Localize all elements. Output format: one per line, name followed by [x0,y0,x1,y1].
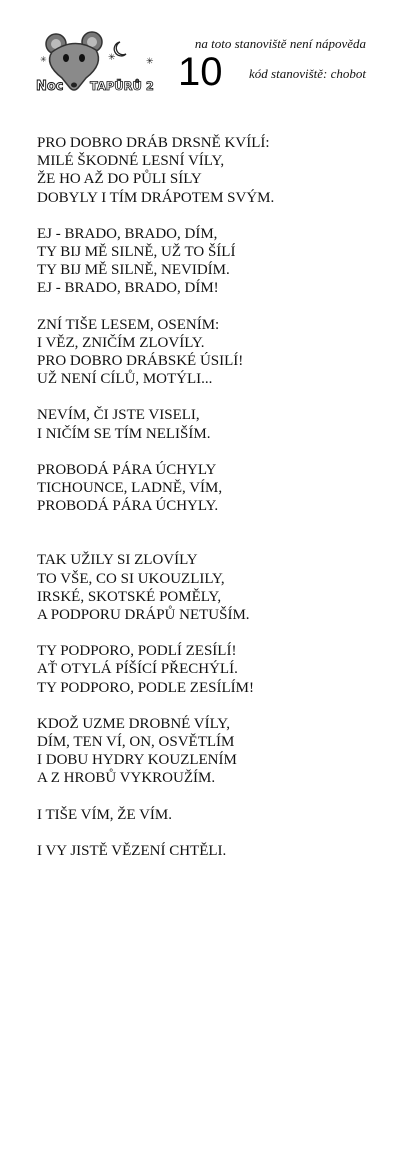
poem-line: PRO DOBRO DRÁBSKÉ ÚSILÍ! [37,353,244,370]
poem-line: KDOŽ UZME DROBNÉ VÍLY, [37,715,230,732]
poem-line: NEVÍM, ČI JSTE VISELI, [37,407,200,424]
poem-stanza [37,316,377,389]
poem-stanza [37,715,377,788]
poem-line: EJ - BRADO, BRADO, DÍM! [37,280,219,297]
poem-line: PROBODÁ PÁRA ÚCHYLY. [37,498,219,515]
svg-text:✳: ✳ [40,55,47,64]
rat-mascot-icon [34,30,164,98]
station-code: kód stanoviště: chobot [249,66,366,81]
svg-text:✳: ✳ [108,52,116,62]
poem-stanza [37,134,377,207]
poem-line: TY PODPORO, PODLÍ ZESÍLÍ! [37,643,237,660]
svg-text:TAPÜRŮ 2: TAPÜRŮ 2 [90,79,154,93]
poem-line: ŽE HO AŽ DO PŮLI SÍLY [37,171,202,188]
poem-stanza [37,225,377,298]
poem-line: TO VŠE, CO SI UKOUZLILY, [37,570,225,587]
poem-line: TY BIJ MĚ SILNĚ, UŽ TO ŠÍLÍ [37,244,236,261]
poem-line: I VĚZ, ZNIČÍM ZLOVÍLY. [37,334,205,351]
poem-stanza [37,842,377,860]
poem-line: TICHOUNCE, LADNĚ, VÍM, [37,480,223,497]
poem-line: I NIČÍM SE TÍM NELIŠÍM. [37,425,211,442]
poem-line: I DOBU HYDRY KOUZLENÍM [37,752,237,769]
poem-line: ZNÍ TIŠE LESEM, OSENÍM: [37,316,220,333]
poem-line: AŤ OTYLÁ PÍŠÍCÍ PŘECHÝLÍ. [37,661,238,678]
poem-line: TY PODPORO, PODLE ZESÍLÍM! [37,679,254,696]
poem-stanza [37,461,377,516]
event-logo [34,30,164,98]
svg-text:✳: ✳ [146,56,154,66]
poem-line: I VY JISTĚ VĚZENÍ CHTĚLI. [37,842,227,859]
poem-stanza [37,551,377,624]
poem-line: A PODPORU DRÁPŮ NETUŠÍM. [37,607,250,624]
poem-line: UŽ NENÍ CÍLŮ, MOTÝLI... [37,371,213,388]
station-number: 10 [178,50,223,94]
poem-line: IRSKÉ, SKOTSKÉ POMĚLY, [37,588,222,605]
poem-line: PRO DOBRO DRÁB DRSNĚ KVÍLÍ: [37,135,270,151]
hint-note: na toto stanoviště není nápověda [194,36,366,51]
poem-line: DÍM, TEN VÍ, ON, OSVĚTLÍM [37,734,235,751]
poem-stanza [37,642,377,697]
poem-stanza [37,406,377,442]
poem-line: TY BIJ MĚ SILNĚ, NEVIDÍM. [37,262,230,279]
poem-line: EJ - BRADO, BRADO, DÍM, [37,225,218,242]
poem-line: I TIŠE VÍM, ŽE VÍM. [37,806,172,823]
poem-text [37,134,377,878]
poem-line: DOBYLY I TÍM DRÁPOTEM SVÝM. [37,189,275,206]
poem-line: MILÉ ŠKODNÉ LESNÍ VÍLY, [37,153,225,170]
svg-text:Noc: Noc [36,79,64,94]
poem-line: A Z HROBŮ VYKROUŽÍM. [37,770,216,787]
poem-line: TAK UŽILY SI ZLOVÍLY [37,552,198,569]
poem-line: PROBODÁ PÁRA ÚCHYLY [37,461,217,478]
poem-stanza [37,806,377,824]
